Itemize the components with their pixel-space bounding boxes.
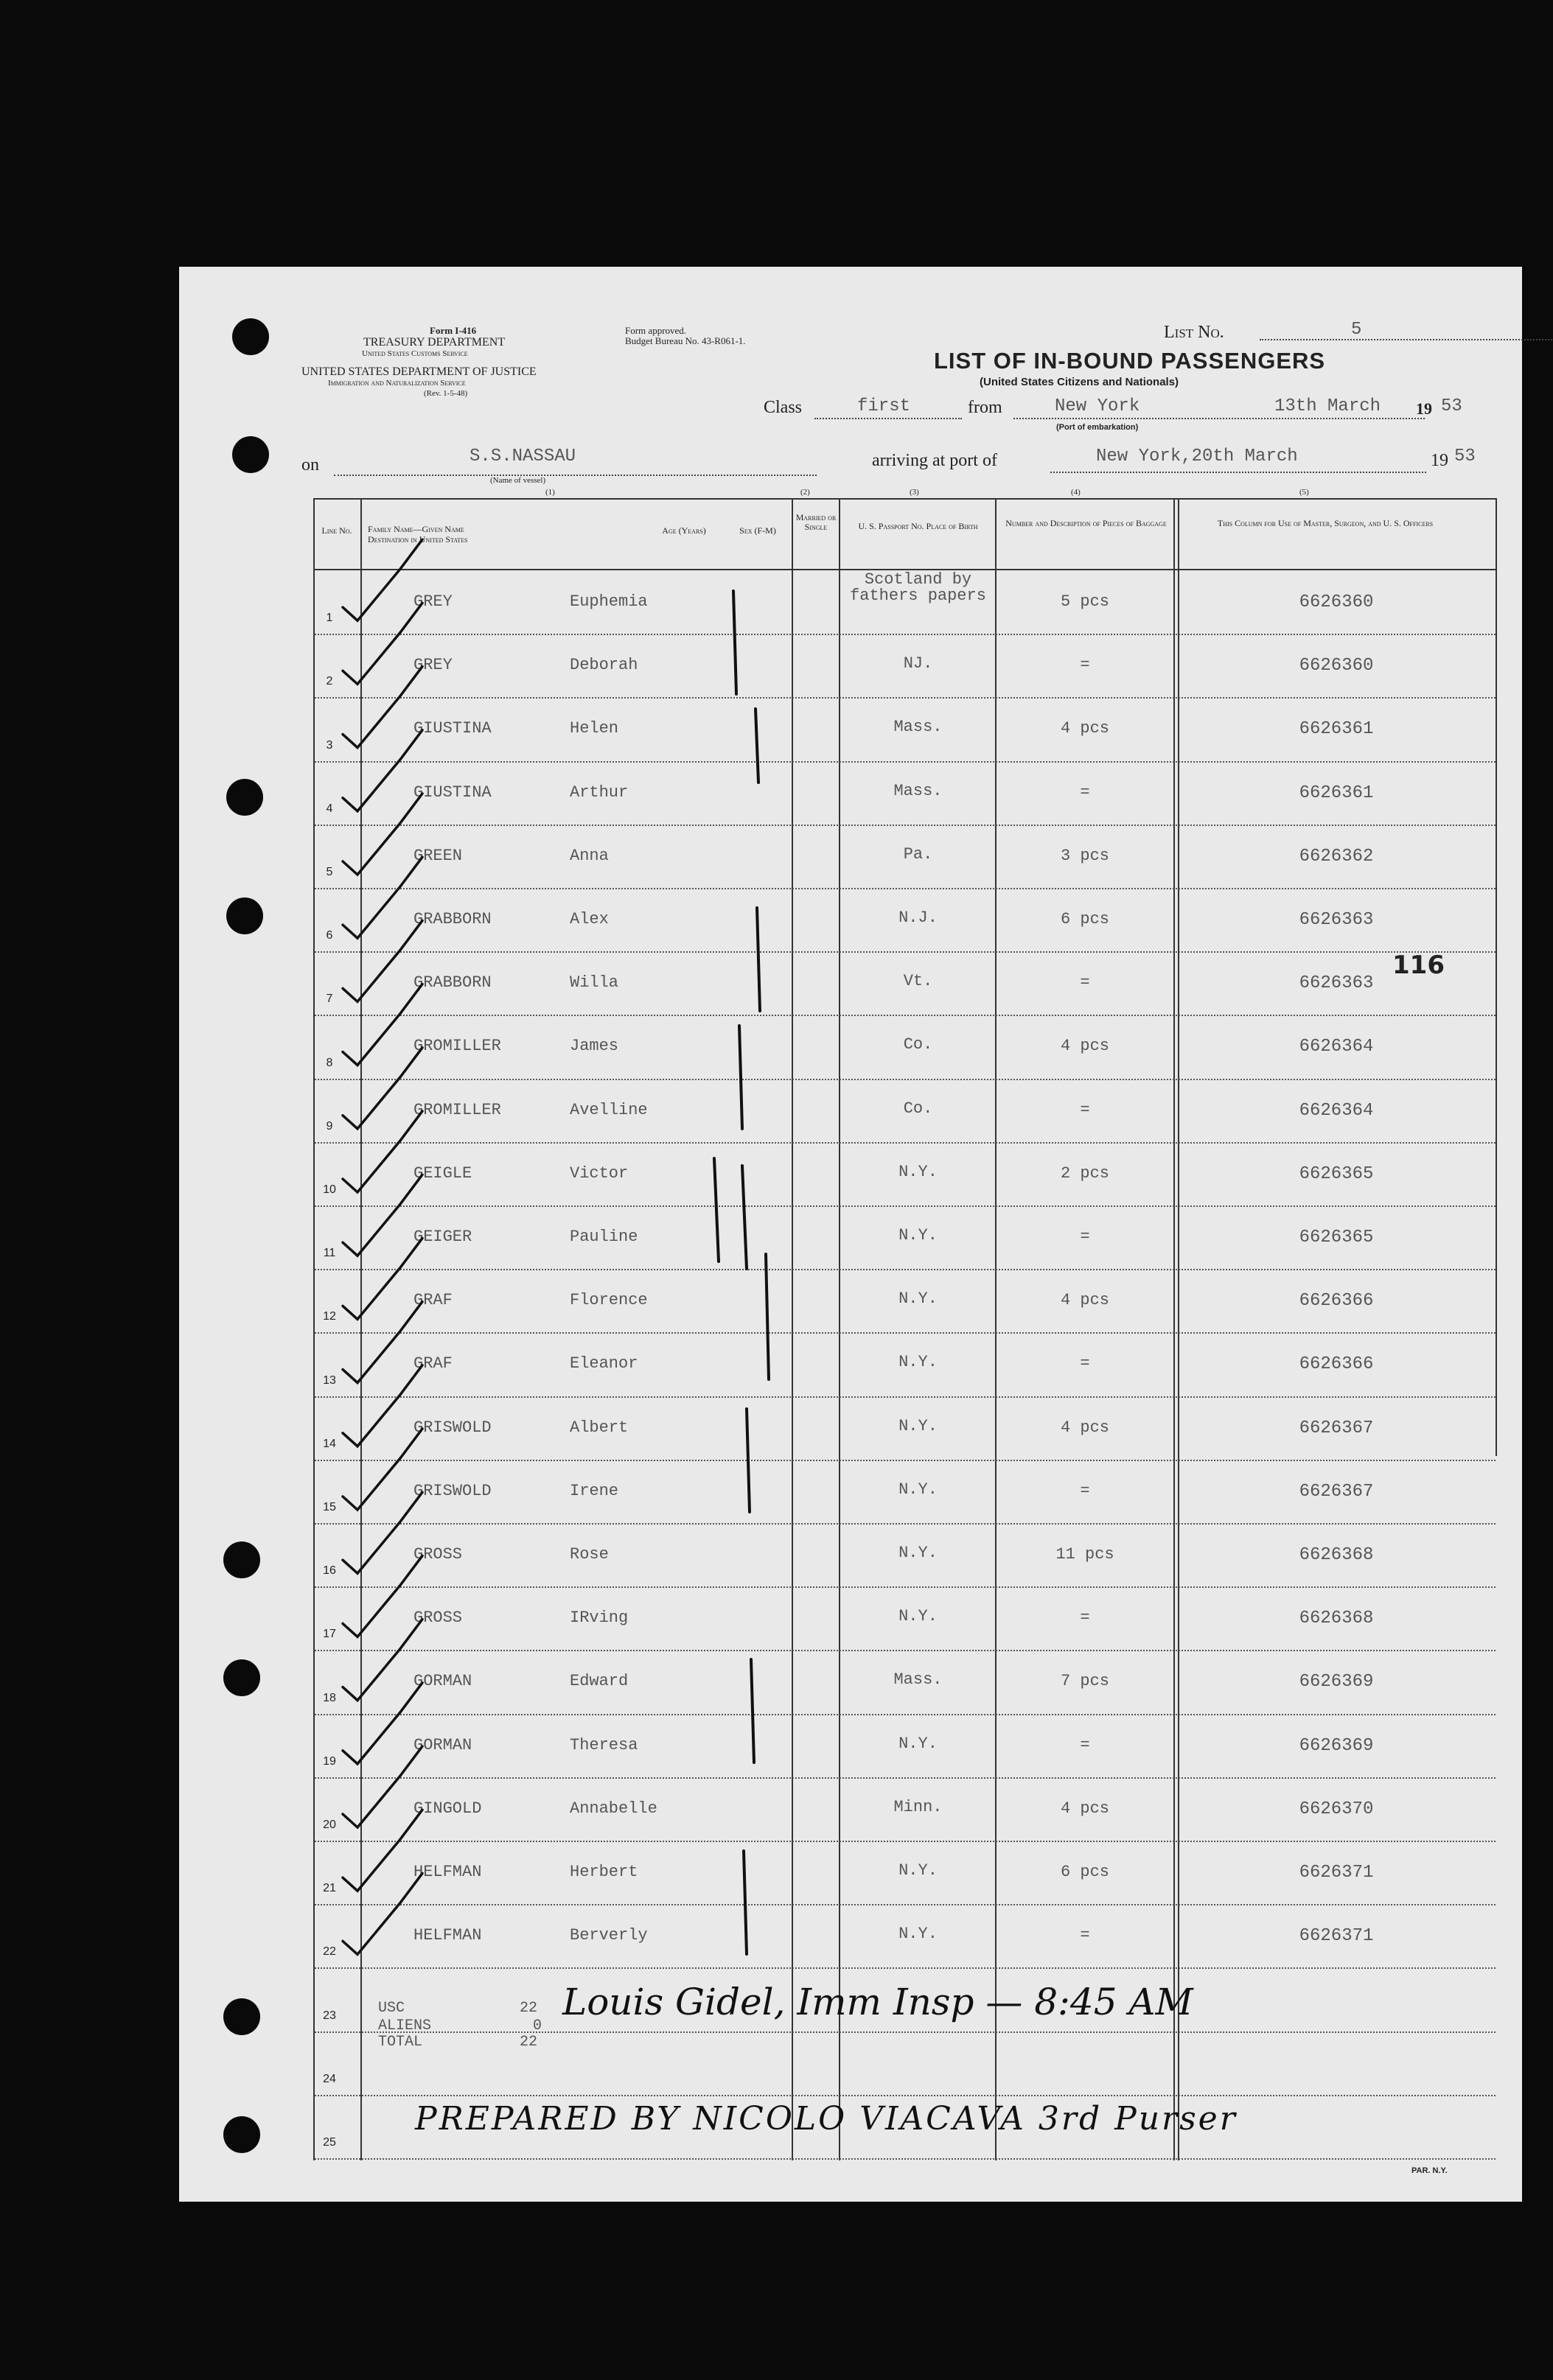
passenger-given-name: Willa — [570, 973, 619, 993]
baggage: = — [1080, 1926, 1090, 1945]
col-num-3: (3) — [910, 488, 919, 497]
total-label: TOTAL — [378, 2034, 423, 2051]
class-value: first — [857, 396, 911, 416]
place-of-birth: Scotland by fathers papers — [850, 570, 986, 605]
list-no-value: 5 — [1351, 320, 1362, 340]
line-number: 3 — [326, 738, 333, 752]
passenger-given-name: Herbert — [570, 1863, 638, 1881]
passenger-given-name: Berverly — [570, 1926, 648, 1945]
check-mark — [343, 920, 422, 1001]
check-mark — [343, 794, 422, 875]
baggage: = — [1080, 1228, 1090, 1246]
ins-label: Immigration and Naturalization Service — [328, 379, 466, 388]
check-mark — [343, 1683, 422, 1764]
header-line-no: Line No. — [321, 525, 352, 536]
form-sheet — [179, 267, 1522, 2202]
line-number: 21 — [323, 1882, 336, 1895]
baggage: = — [1080, 783, 1090, 802]
passenger-family-name: GREY — [413, 656, 453, 675]
baggage: 2 pcs — [1060, 1163, 1109, 1183]
passenger-family-name: GIUSTINA — [413, 783, 492, 802]
form-title: LIST OF IN-BOUND PASSENGERS — [934, 348, 1326, 374]
revision: (Rev. 1-5-48) — [424, 389, 468, 398]
header-destination: Destination in United States — [368, 534, 468, 545]
place-of-birth: N.Y. — [898, 1226, 938, 1245]
ticket-number: 6626364 — [1299, 1037, 1374, 1057]
line-number: 12 — [323, 1310, 336, 1323]
place-of-birth: Mass. — [893, 718, 943, 737]
check-mark — [343, 1555, 422, 1637]
header-passport: U. S. Passport No. Place of Birth — [858, 521, 978, 531]
header-baggage: Number and Description of Pieces of Baggage — [1005, 518, 1167, 528]
place-of-birth: N.Y. — [898, 1861, 938, 1880]
baggage: 6 pcs — [1060, 910, 1109, 928]
passenger-family-name: GRISWOLD — [413, 1418, 492, 1437]
ticket-number: 6626369 — [1299, 1672, 1374, 1693]
place-of-birth: Mass. — [893, 1670, 943, 1690]
place-of-birth: N.Y. — [898, 1925, 938, 1944]
form-subtitle: (United States Citizens and Nationals) — [980, 376, 1179, 388]
footer-mark: PAR. N.Y. — [1411, 2166, 1448, 2175]
passenger-given-name: James — [570, 1037, 619, 1056]
line-number: 19 — [323, 1754, 336, 1768]
passenger-family-name: GRABBORN — [413, 910, 492, 928]
ticket-number: 6626360 — [1299, 592, 1374, 612]
ticket-number: 6626361 — [1299, 719, 1374, 740]
passenger-given-name: Anna — [570, 846, 609, 865]
passenger-family-name: GINGOLD — [413, 1799, 482, 1818]
line-number: 23 — [323, 2009, 336, 2022]
check-mark — [343, 1873, 422, 1954]
page-number: 116 — [1392, 951, 1445, 980]
arrival-year-prefix: 19 — [1431, 451, 1448, 470]
from-value: New York — [1055, 396, 1140, 416]
header-officers: This Column for Use of Master, Surgeon, and U. S. Officers — [1217, 518, 1434, 528]
ticket-number: 6626366 — [1299, 1354, 1374, 1375]
inspector-signature: Louis Gidel, Imm Insp — 8:45 AM — [562, 1981, 1193, 2023]
passenger-given-name: Irene — [570, 1481, 619, 1500]
passenger-given-name: Avelline — [570, 1100, 648, 1119]
baggage: = — [1080, 1609, 1090, 1628]
line-number: 4 — [326, 802, 333, 815]
line-number: 20 — [323, 1819, 336, 1831]
place-of-birth: N.Y. — [898, 1289, 938, 1309]
baggage: 6 pcs — [1060, 1863, 1109, 1881]
baggage: 4 pcs — [1060, 1291, 1109, 1310]
line-number: 16 — [323, 1564, 336, 1578]
line-number: 14 — [323, 1437, 336, 1450]
baggage: 4 pcs — [1060, 719, 1109, 738]
line-number: 18 — [323, 1691, 336, 1704]
budget-bureau: Budget Bureau No. 43-R061-1. — [625, 335, 746, 346]
form-number: Form I-416 — [430, 325, 477, 336]
place-of-birth: Co. — [903, 1099, 933, 1118]
baggage: = — [1080, 1354, 1090, 1373]
passenger-family-name: GRAF — [413, 1291, 453, 1310]
passenger-given-name: Euphemia — [570, 592, 648, 611]
place-of-birth: N.Y. — [898, 1544, 938, 1562]
col-num-1: (1) — [545, 488, 555, 497]
passenger-family-name: GORMAN — [413, 1672, 472, 1691]
vessel-name: S.S.NASSAU — [470, 447, 576, 466]
ticket-number: 6626363 — [1299, 973, 1374, 994]
ticket-number: 6626364 — [1299, 1100, 1374, 1121]
from-label: from — [968, 398, 1002, 417]
check-mark — [343, 1365, 422, 1446]
ticket-number: 6626368 — [1299, 1545, 1374, 1565]
check-mark — [343, 667, 422, 748]
header-sex: Sex (F-M) — [739, 525, 776, 536]
usc-count: 22 — [520, 2000, 538, 2017]
passenger-given-name: IRving — [570, 1609, 629, 1628]
col-num-4: (4) — [1071, 488, 1081, 497]
passenger-family-name: HELFMAN — [413, 1926, 482, 1945]
check-mark — [343, 984, 422, 1065]
baggage: 5 pcs — [1060, 592, 1109, 611]
passenger-given-name: Theresa — [570, 1735, 638, 1754]
vessel-caption: (Name of vessel) — [490, 476, 546, 485]
passenger-given-name: Rose — [570, 1545, 609, 1564]
ticket-number: 6626365 — [1299, 1228, 1374, 1247]
check-mark — [343, 1492, 422, 1573]
place-of-birth: N.Y. — [898, 1416, 938, 1435]
baggage: 4 pcs — [1060, 1037, 1109, 1056]
place-of-birth: N.J. — [898, 909, 938, 927]
check-mark — [343, 1620, 422, 1701]
line-number: 5 — [326, 866, 333, 878]
line-number: 2 — [326, 675, 333, 688]
line-number: 13 — [323, 1373, 336, 1387]
arriving-label: arriving at port of — [872, 451, 997, 470]
passenger-family-name: GIUSTINA — [413, 719, 492, 738]
baggage: 4 pcs — [1060, 1799, 1109, 1818]
ticket-number: 6626360 — [1299, 656, 1374, 676]
baggage: = — [1080, 1735, 1090, 1754]
ticket-number: 6626371 — [1299, 1863, 1374, 1883]
passenger-family-name: GRAF — [413, 1354, 453, 1373]
passenger-family-name: GEIGER — [413, 1228, 472, 1246]
ticket-number: 6626362 — [1299, 846, 1374, 867]
ticket-number: 6626367 — [1299, 1418, 1374, 1438]
passenger-given-name: Pauline — [570, 1228, 638, 1246]
check-mark — [343, 1048, 422, 1129]
passenger-family-name: GROMILLER — [413, 1037, 501, 1056]
ticket-number: 6626366 — [1299, 1291, 1374, 1312]
check-mark — [343, 1429, 422, 1510]
ticket-number: 6626371 — [1299, 1926, 1374, 1947]
year-prefix: 19 — [1416, 399, 1432, 418]
passenger-given-name: Albert — [570, 1418, 629, 1437]
class-label: Class — [764, 398, 803, 417]
passenger-given-name: Annabelle — [570, 1799, 657, 1818]
place-of-birth: N.Y. — [898, 1734, 938, 1753]
ticket-number: 6626363 — [1299, 910, 1374, 930]
place-of-birth: Pa. — [903, 844, 933, 864]
arrival-port-date: New York,20th March — [1096, 447, 1298, 466]
passenger-given-name: Alex — [570, 910, 609, 928]
on-label: on — [301, 455, 319, 475]
passenger-family-name: GREEN — [413, 846, 463, 865]
baggage: 4 pcs — [1060, 1418, 1109, 1437]
col-num-2: (2) — [800, 488, 810, 497]
place-of-birth: N.Y. — [898, 1353, 938, 1372]
line-number: 15 — [323, 1501, 336, 1513]
passenger-family-name: HELFMAN — [413, 1863, 482, 1881]
passenger-family-name: GROSS — [413, 1545, 463, 1564]
check-mark — [343, 857, 422, 938]
port-embarkation-caption: (Port of embarkation) — [1056, 423, 1139, 432]
baggage: 3 pcs — [1060, 846, 1109, 865]
check-mark — [343, 603, 422, 684]
line-number: 8 — [326, 1056, 333, 1069]
check-mark — [343, 1238, 422, 1319]
line-number: 9 — [326, 1119, 333, 1133]
place-of-birth: NJ. — [903, 654, 933, 673]
aliens-label: ALIENS — [378, 2017, 432, 2034]
place-of-birth: N.Y. — [898, 1480, 938, 1499]
passenger-family-name: GORMAN — [413, 1735, 472, 1754]
line-number: 22 — [323, 1945, 336, 1959]
treasury-dept: TREASURY DEPARTMENT — [363, 336, 506, 349]
ticket-number: 6626361 — [1299, 783, 1374, 803]
check-mark — [343, 1111, 422, 1192]
passenger-family-name: GREY — [413, 592, 453, 611]
arrival-year: 53 — [1454, 447, 1476, 466]
place-of-birth: Minn. — [893, 1797, 943, 1816]
line-number: 24 — [323, 2072, 336, 2085]
baggage: 11 pcs — [1055, 1545, 1114, 1564]
line-number: 10 — [323, 1183, 336, 1196]
check-mark — [343, 1746, 422, 1827]
check-mark — [343, 1302, 422, 1383]
passenger-family-name: GEIGLE — [413, 1163, 472, 1183]
list-no-label: List No. — [1164, 323, 1224, 342]
passenger-given-name: Eleanor — [570, 1354, 638, 1373]
line-number: 1 — [326, 612, 333, 625]
check-mark — [343, 730, 422, 811]
prepared-by: PREPARED BY NICOLO VIACAVA 3rd Purser — [415, 2100, 1238, 2138]
passenger-family-name: GRISWOLD — [413, 1481, 492, 1500]
passenger-given-name: Edward — [570, 1672, 629, 1691]
passenger-given-name: Victor — [570, 1163, 629, 1183]
usc-label: USC — [378, 2000, 405, 2017]
baggage: = — [1080, 973, 1090, 993]
ticket-number: 6626369 — [1299, 1735, 1374, 1756]
aliens-count: 0 — [533, 2017, 542, 2034]
total-count: 22 — [520, 2034, 538, 2051]
check-mark — [343, 1810, 422, 1891]
line-number: 11 — [323, 1247, 336, 1260]
baggage: 7 pcs — [1060, 1672, 1109, 1691]
line-number: 17 — [323, 1628, 336, 1641]
line-number: 7 — [326, 993, 333, 1006]
ticket-number: 6626370 — [1299, 1799, 1374, 1819]
from-date: 13th March — [1274, 396, 1381, 416]
ticket-number: 6626367 — [1299, 1481, 1374, 1502]
place-of-birth: N.Y. — [898, 1162, 938, 1181]
place-of-birth: Vt. — [903, 972, 933, 991]
form-approved: Form approved. — [625, 325, 687, 336]
check-marks — [179, 267, 1522, 2202]
place-of-birth: Mass. — [893, 781, 943, 800]
place-of-birth: Co. — [903, 1035, 933, 1054]
passenger-family-name: GRABBORN — [413, 973, 492, 993]
from-year: 53 — [1441, 396, 1462, 416]
passenger-given-name: Helen — [570, 719, 619, 738]
passenger-given-name: Florence — [570, 1291, 648, 1310]
baggage: = — [1080, 1100, 1090, 1119]
header-age: Age (Years) — [662, 525, 706, 536]
passenger-family-name: GROMILLER — [413, 1100, 501, 1119]
ticket-number: 6626368 — [1299, 1609, 1374, 1629]
doj-label: UNITED STATES DEPARTMENT OF JUSTICE — [301, 365, 537, 378]
line-number: 6 — [326, 929, 333, 942]
place-of-birth: N.Y. — [898, 1607, 938, 1626]
line-number: 25 — [323, 2136, 336, 2149]
check-mark — [343, 1175, 422, 1256]
baggage: = — [1080, 656, 1090, 675]
baggage: = — [1080, 1481, 1090, 1500]
customs-service: United States Customs Service — [362, 349, 468, 358]
passenger-given-name: Deborah — [570, 656, 638, 675]
col-num-5: (5) — [1299, 488, 1309, 497]
header-married: Married or Single — [795, 512, 837, 532]
passenger-given-name: Arthur — [570, 783, 629, 802]
header-name: Family Name—Given Name — [368, 524, 464, 534]
check-mark — [343, 539, 422, 620]
passenger-family-name: GROSS — [413, 1609, 463, 1628]
ticket-number: 6626365 — [1299, 1163, 1374, 1184]
